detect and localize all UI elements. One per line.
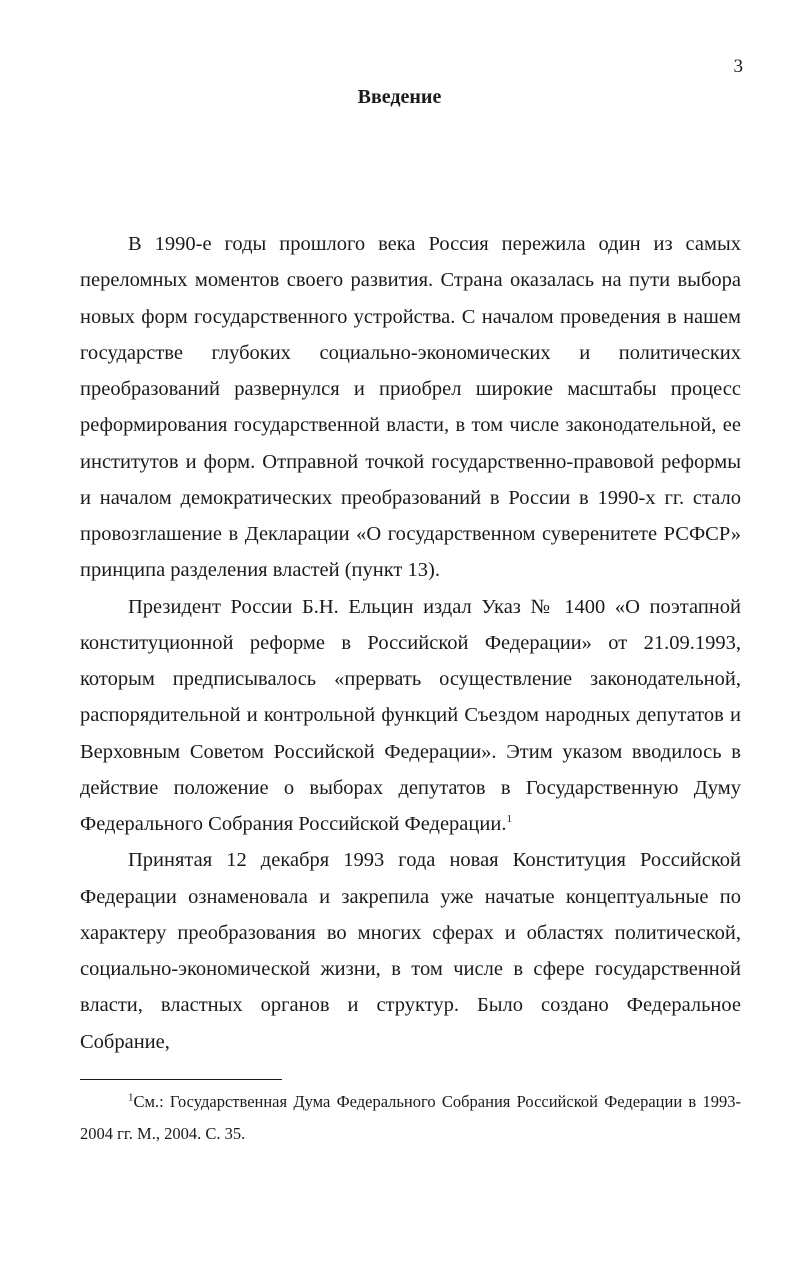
paragraph-2: [80, 589, 741, 843]
body-text: [80, 226, 741, 1060]
paragraph-1: В 1990-е годы прошлого века Россия пережила один из самых переломных моментов своего развития. Страна оказалась на пути выбора новых форм государственного устройства. С началом проведения в нашем государстве глубоких социально-экономических и политических преобразований развернулся и приобрел широкие масштабы процесс реформирования государственной власти, в том числе законодательной, ее институтов и форм. Отправной точкой государственно-правовой реформы и началом демократических преобразований в России в 1990-х гг. стало провозглашение в Декларации «О государственном суверенитете РСФСР» принципа разделения властей (пункт 13).: [80, 233, 741, 582]
footnote-divider: [80, 1079, 282, 1080]
footnote: [80, 1086, 741, 1150]
page-title: Введение: [357, 86, 442, 108]
footnote-item: [80, 1086, 741, 1150]
footnote-marker: 1: [128, 1091, 134, 1104]
paragraph-3: Принятая 12 декабря 1993 года новая Конституция Российской Федерации ознаменовала и закрепила уже начатые концептуальные по характеру преобразования во многих сферах и областях политической, социально-экономической жизни, в том числе в сфере государственной власти, властных органов и структур. Было создано Федеральное Собрание,: [80, 849, 741, 1053]
paragraph-2-text: Президент России Б.Н. Ельцин издал Указ № 1400 «О поэтапной конституционной реформе в Российской Федерации» от 21.09.1993, которым предписывалось «прервать осуществление законодательной, распорядительной и контрольной функций Съездом народных депутатов и Верховным Советом Российской Федерации». Этим указом вводилось в действие положение о выборах депутатов в Государственную Думу Федерального Собрания Российской Федерации.: [80, 595, 741, 835]
page-number: 3: [733, 56, 743, 77]
footnote-text: См.: Государственная Дума Федерального Собрания Российской Федерации в 1993-2004 гг. М., 2004. С. 35.: [80, 1092, 741, 1143]
footnote-reference[interactable]: 1: [506, 813, 512, 826]
